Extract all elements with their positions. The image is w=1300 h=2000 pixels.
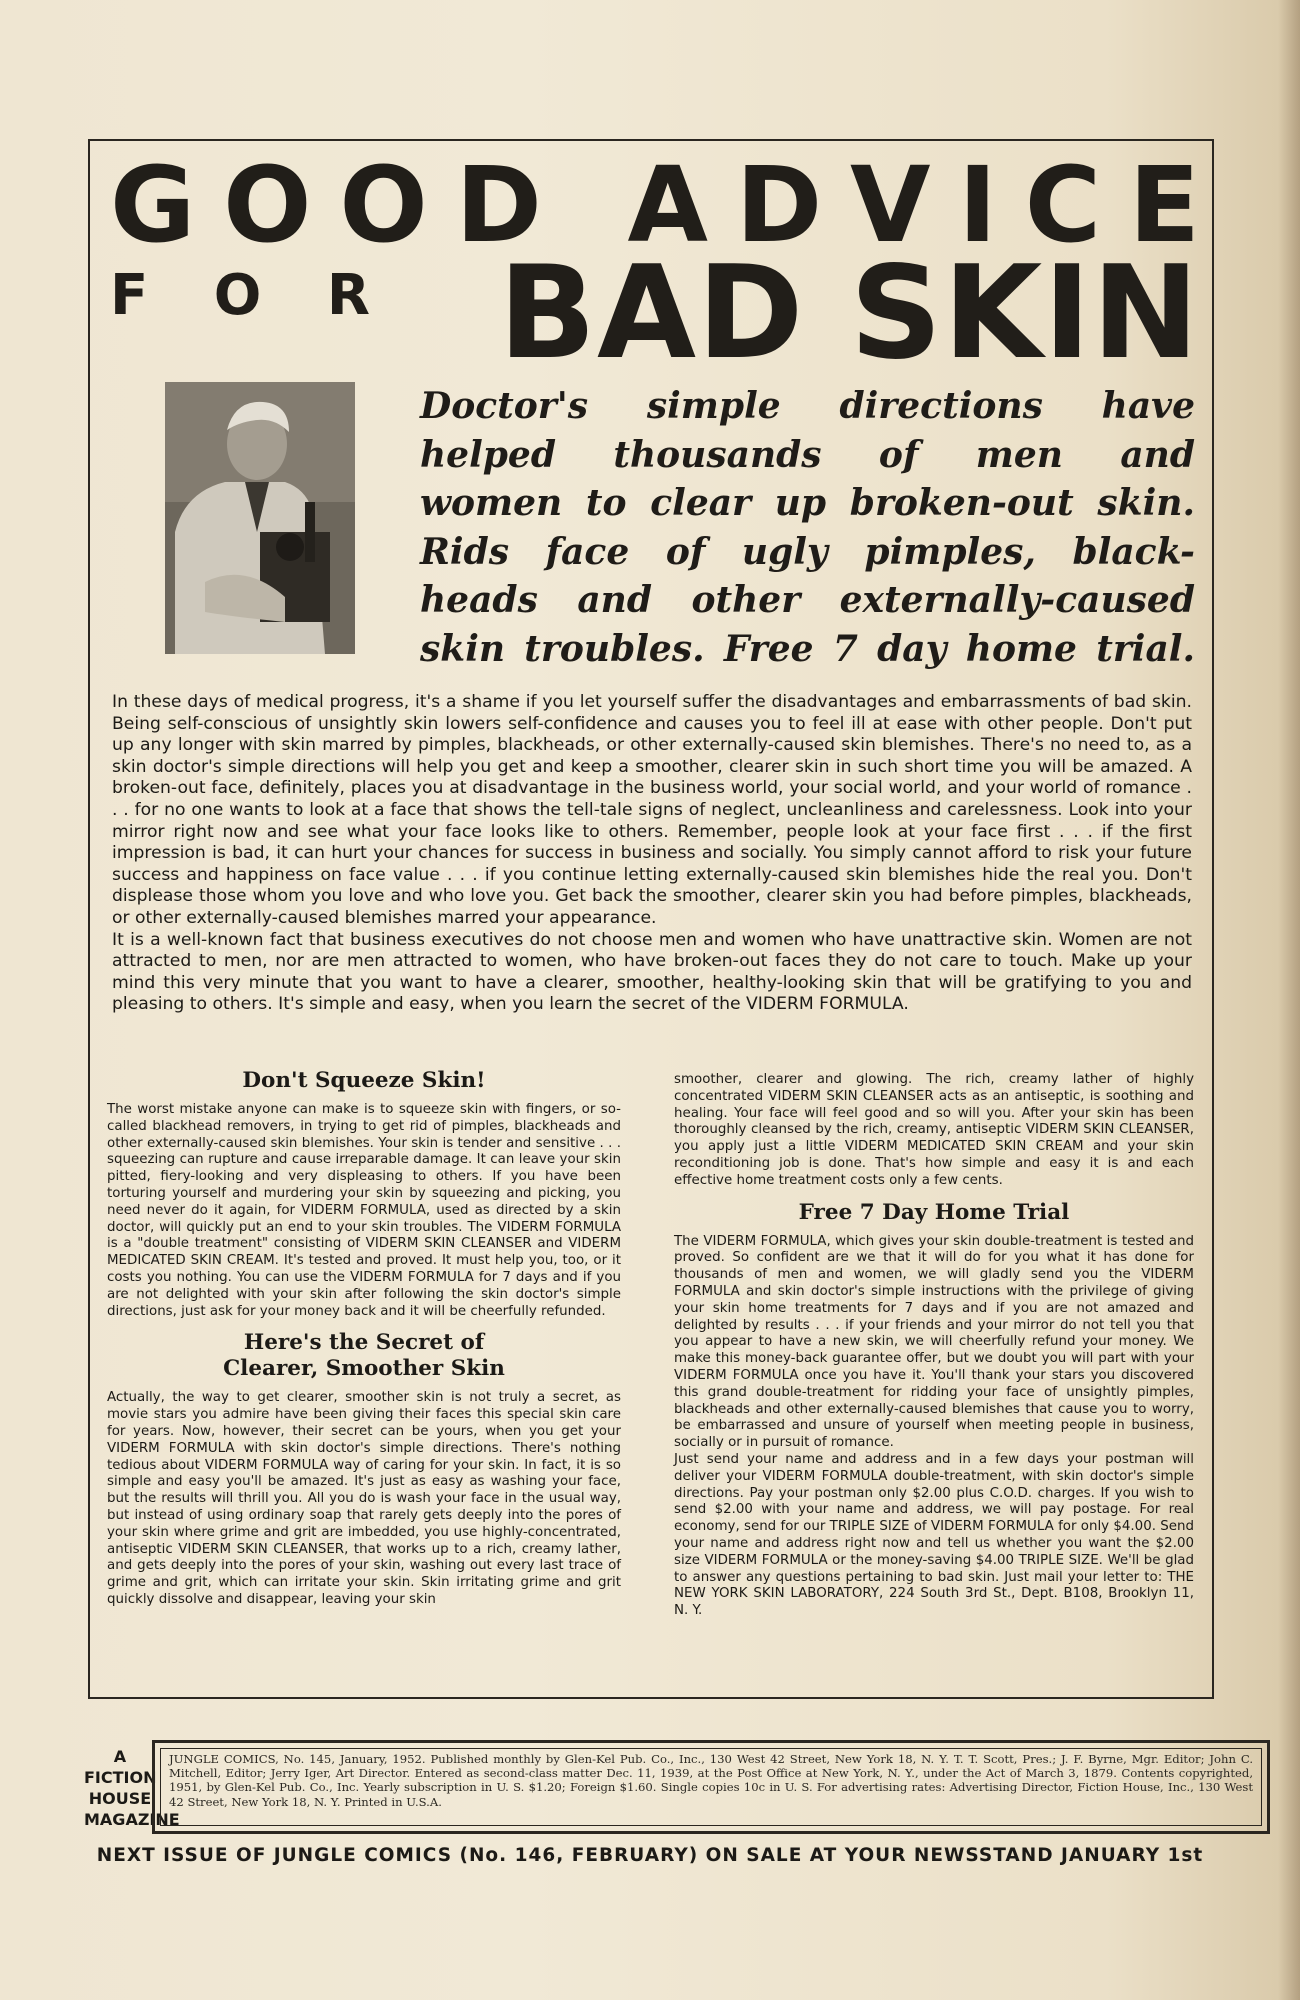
imprint-text: JUNGLE COMICS, No. 145, January, 1952. Published monthly by Glen-Kel Pub. Co., Inc., 130 West 42 Street, New York 18, N. Y. T. T. Scott, Pres.; J. F. Byrne, Mgr. Editor; John C. Mitchell, Editor; Jerry Iger, Art Director. Entered as second-class matter Dec. 11, 1939, at the Post Office at New York, N. Y., under the Act of March 3, 1879. Contents copyrighted, 1951, by Glen-Kel Pub. Co., Inc. Yearly subscription in U. S. $1.20; Foreign $1.60. Single copies 10c in U. S. For advertising rates: Advertising Director, Fiction House, Inc., 130 West 42 Street, New York 18, N. Y. Printed in U.S.A. bbox=[160, 1748, 1262, 1826]
body-paragraph: In these days of medical progress, it's a shame if you let yourself suffer the disadvantages and embarrassments of bad skin. Being self-conscious of unsightly skin lowers self-confidence and causes you to feel ill at ease with other people. Don't put up any longer with skin marred by pimples, blackheads, or other externally-caused skin blemishes. There's no need to, as a skin doctor's simple directions will help you get and keep a smoother, clearer skin in such short time you will be amazed. A broken-out face, definitely, places you at disadvantage in the business world, your social world, and your world of romance . . . for no one wants to look at a face that shows the tell-tale signs of neglect, uncleanliness and carelessness. Look into your mirror right now and see what your face looks like to others. Remember, people look at your face first . . . if the first impression is bad, it can hurt your chances for success in business and socially. You simply cannot afford to risk your future success and happiness on face value . . . if you continue letting externally-caused skin blemishes hide the real you. Don't displease those whom you love and who love you. Get back the smoother, clearer skin you had before pimples, blackheads, or other externally-caused blemishes marred your appearance. bbox=[112, 692, 1192, 928]
right-column bbox=[674, 1072, 1194, 1620]
subheading-secret bbox=[107, 1330, 621, 1382]
lead-line: skin troubles. Free 7 day home trial. bbox=[420, 627, 1195, 670]
headline-letter: A bbox=[627, 144, 709, 266]
subheading-free-trial: Free 7 Day Home Trial bbox=[798, 1199, 1070, 1225]
headline-letter: E bbox=[1128, 144, 1200, 266]
lead-line: Doctor's simple directions have bbox=[420, 385, 1195, 427]
headline-big: BAD SKIN bbox=[498, 239, 1200, 388]
headline-letter: O bbox=[339, 144, 428, 266]
logo-line: A bbox=[113, 1747, 127, 1766]
headline-bad-skin bbox=[110, 239, 1200, 388]
lead-line: helped thousands of men and bbox=[420, 433, 1195, 476]
doctor-photo bbox=[165, 382, 355, 654]
page-spine-shadow bbox=[1278, 0, 1300, 2000]
lead-line: women to clear up broken-out skin. bbox=[420, 482, 1195, 524]
left-column bbox=[107, 1066, 621, 1609]
subheading-line: Here's the Secret of bbox=[243, 1330, 485, 1356]
logo-line: MAGAZINE bbox=[84, 1810, 180, 1829]
next-issue-notice: NEXT ISSUE OF JUNGLE COMICS (No. 146, FEBRUARY) ON SALE AT YOUR NEWSSTAND JANUARY 1st bbox=[96, 1845, 1204, 1866]
headline-letter: R bbox=[326, 263, 370, 328]
column-paragraph: Actually, the way to get clearer, smoother skin is not truly a secret, as movie stars you admire have been giving their faces this special skin care for years. Now, however, their secret can be yours, when you get your VIDERM FORMULA with skin doctor's simple directions. There's nothing tedious about VIDERM FORMULA way of caring for your skin. In fact, it is so simple and easy you'll be amazed. It's just as easy as washing your face, but the results will thrill you. All you do is wash your face in the usual way, but instead of using ordinary soap that rarely gets deeply into the pores of your skin where grime and grit are imbedded, you use highly-concentrated, antiseptic VIDERM SKIN CLEANSER, that works up to a rich, creamy lather, and gets deeply into the pores of your skin, washing out every last trace of grime and grit, which can irritate your skin. Skin irritating grime and grit quickly dissolve and disappear, leaving your skin bbox=[107, 1390, 621, 1607]
doctor-photo-illustration bbox=[165, 382, 355, 654]
lead-line: heads and other externally-caused bbox=[420, 579, 1195, 621]
body-paragraph: It is a well-known fact that business executives do not choose men and women who have unattractive skin. Women are not attracted to men, nor are men attracted to women, who have broken-out faces they do not care to touch. Make up your mind this very minute that you want to have a clearer, smoother, healthy-looking skin that will be gratifying to you and pleasing to others. It's simple and easy, when you learn the secret of the VIDERM FORMULA. bbox=[112, 929, 1192, 1015]
headline-letter: D bbox=[735, 144, 823, 266]
lead-line: Rids face of ugly pimples, black- bbox=[420, 530, 1195, 573]
publisher-block bbox=[84, 1740, 1274, 1836]
column-paragraph: Just send your name and address and in a few days your postman will deliver your VIDERM FORMULA double-treatment, with skin doctor's simple directions. Pay your postman only $2.00 plus C.O.D. charges. If you wish to send $2.00 with your name and address, we will pay postage. For real economy, send for our TRIPLE SIZE of VIDERM FORMULA for only $4.00. Send your name and address right now and tell us whether you want the $2.00 size VIDERM FORMULA or the money-saving $4.00 TRIPLE SIZE. We'll be glad to answer any questions pertaining to bad skin. Just mail your letter to: THE NEW YORK SKIN LABORATORY, 224 South 3rd St., Dept. B108, Brooklyn 11, N. Y. bbox=[674, 1451, 1194, 1619]
headline-letter: C bbox=[1024, 144, 1102, 266]
headline-letter: G bbox=[110, 144, 196, 266]
column-paragraph: smoother, clearer and glowing. The rich, creamy lather of highly concentrated VIDERM SKIN CLEANSER acts as an antiseptic, is soothing and healing. Your face will feel good and so will you. After your skin has been thoroughly cleansed by the rich, creamy, antiseptic VIDERM SKIN CLEANSER, you apply just a little VIDERM MEDICATED SKIN CREAM and your skin reconditioning job is done. That's how simple and easy it is and each effective home treatment costs only a few cents. bbox=[674, 1072, 1194, 1188]
imprint-box bbox=[152, 1740, 1270, 1834]
column-paragraph: The worst mistake anyone can make is to squeeze skin with fingers, or so-called blackhead removers, in trying to get rid of pimples, blackheads and other externally-caused skin blemishes. Your skin is tender and sensitive . . . squeezing can rupture and cause irreparable damage. It can leave your skin pitted, fiery-looking and very displeasing to others. If you have been torturing yourself and murdering your skin by squeezing and picking, you need never do it again, for VIDERM FORMULA, used as directed by a skin doctor, will quickly put an end to your skin troubles. The VIDERM FORMULA is a "double treatment" consisting of VIDERM SKIN CLEANSER and VIDERM MEDICATED SKIN CREAM. It's tested and proved. It must help you, too, or it costs you nothing. You can use the VIDERM FORMULA for 7 days and if you are not delighted with your skin after following the skin doctor's simple directions, just ask for your money back and it will be cheerfully refunded. bbox=[107, 1102, 621, 1319]
headline-letter: D bbox=[455, 144, 542, 266]
headline-letter: I bbox=[958, 144, 997, 266]
column-paragraph: The VIDERM FORMULA, which gives your skin double-treatment is tested and proved. So confident are we that it will do for you what it has done for thousands of men and women, we will gladly send you the VIDERM FORMULA and skin doctor's simple instructions with the privilege of giving your skin home treatments for 7 days and if you are not amazed and delighted by results . . . if your friends and your mirror do not tell you that you appear to have a new skin, we will cheerfully refund your money. We make this money-back guarantee offer, but we doubt you will part with your VIDERM FORMULA once you have it. You'll thank your stars you discovered this grand double-treatment for ridding your face of unsightly pimples, blackheads and other externally-caused blemishes that cause you to worry, be embarrassed and unsure of yourself when meeting people in business, socially or in pursuit of romance. bbox=[674, 1233, 1194, 1451]
headline-letter: O bbox=[213, 263, 262, 328]
lead-paragraph bbox=[420, 382, 1195, 673]
logo-line: HOUSE bbox=[88, 1789, 152, 1808]
headline-letter: O bbox=[223, 144, 312, 266]
fiction-house-logo bbox=[84, 1746, 180, 1830]
subheading-line: Clearer, Smoother Skin bbox=[223, 1356, 505, 1382]
headline-letter: V bbox=[849, 144, 931, 266]
headline-letter: F bbox=[110, 263, 149, 328]
headline-for bbox=[110, 263, 370, 328]
logo-line: FICTION bbox=[84, 1768, 157, 1787]
body-copy bbox=[112, 692, 1192, 1016]
subheading-dont-squeeze: Don't Squeeze Skin! bbox=[242, 1068, 486, 1093]
